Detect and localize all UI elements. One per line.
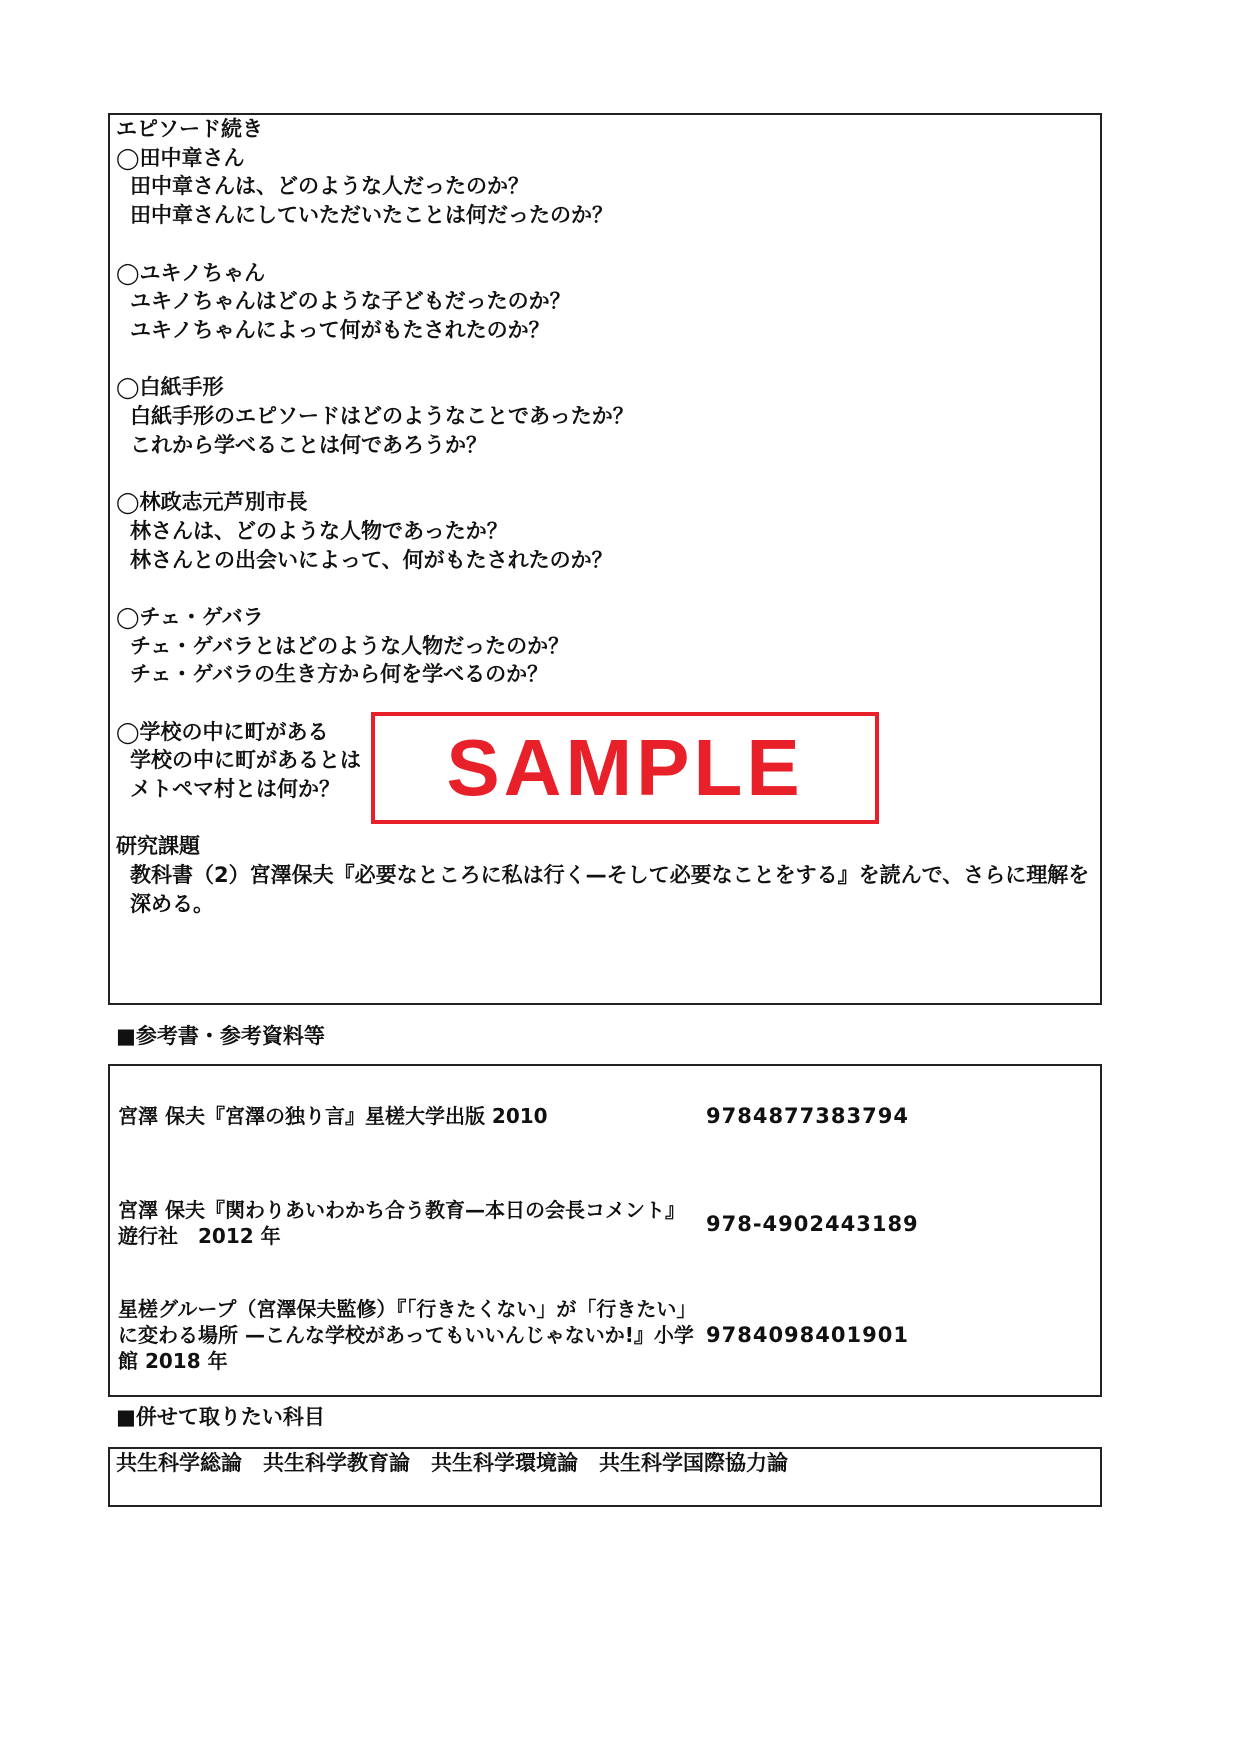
reference-text: 宮澤 保夫『宮澤の独り言』星槎大学出版 2010: [118, 1104, 548, 1128]
blank-line: [116, 230, 1094, 259]
episode-question: チェ・ゲバラとはどのような人物だったのか？: [130, 633, 570, 658]
related-courses-section: [108, 1447, 1102, 1507]
related-courses-title: ■併せて取りたい科目: [116, 1405, 325, 1429]
episode-question: ユキノちゃんはどのような子どもだったのか？: [130, 289, 571, 314]
sample-watermark: [371, 712, 879, 824]
references-title: ■参考書・参考資料等: [116, 1024, 325, 1048]
references-section: [108, 1064, 1102, 1397]
blank-line: [116, 345, 1094, 374]
blank-line: [116, 459, 1094, 488]
episode-question: 林さんとの出会いによって、何がもたされたのか？: [130, 547, 613, 572]
reference-text: 星槎グループ（宮澤保夫監修）『「行きたくない」が「行きたい」に変わる場所 —こんな学校があってもいいんじゃないか!』小学館 2018 年: [118, 1297, 697, 1373]
episode-question: チェ・ゲバラの生き方から何を学べるのか？: [130, 662, 549, 687]
episode-question: 林さんは、どのような人物であったか？: [130, 518, 508, 543]
blank-line: [116, 574, 1094, 603]
episode-heading: 研究課題: [116, 834, 200, 859]
episode-question: ユキノちゃんによって何がもたされたのか？: [130, 317, 550, 342]
episode-question: 白紙手形のエピソードはどのようなことであったか？: [130, 404, 634, 428]
episode-section: [108, 113, 1102, 1005]
reference-isbn: 9784877383794: [706, 1104, 909, 1128]
episode-question: メトペマ村とは何か？: [130, 777, 340, 802]
sample-watermark-text: SAMPLE: [446, 723, 804, 812]
episode-question: 田中章さんにしていただいたことは何だったのか？: [130, 203, 613, 228]
reference-text: 宮澤 保夫『関わりあいわかち合う教育—本日の会長コメント』遊行社 2012 年: [118, 1198, 685, 1248]
research-topic-text: 教科書（2）宮澤保夫『必要なところに私は行く—そして必要なことをする』を読んで、さらに理解を深める。: [130, 863, 1090, 916]
related-courses-text: 共生科学総論 共生科学教育論 共生科学環境論 共生科学国際協力論: [116, 1451, 788, 1475]
episode-heading: ◯田中章さん: [116, 145, 245, 170]
episode-question: 学校の中に町があるとは: [130, 748, 361, 773]
episode-question: 田中章さんは、どのような人だったのか？: [130, 174, 529, 199]
episode-heading: ◯学校の中に町がある: [116, 719, 329, 744]
episode-heading: エピソード続き: [116, 117, 263, 141]
episode-heading: ◯林政志元芦別市長: [116, 490, 308, 515]
episode-question: これから学べることは何であろうか？: [130, 432, 487, 457]
episode-heading: ◯ユキノちゃん: [116, 260, 266, 285]
episode-heading: ◯チェ・ゲバラ: [116, 604, 264, 629]
episode-heading: ◯白紙手形: [116, 375, 224, 400]
reference-isbn: 978-4902443189: [706, 1212, 919, 1236]
reference-isbn: 9784098401901: [706, 1323, 909, 1347]
